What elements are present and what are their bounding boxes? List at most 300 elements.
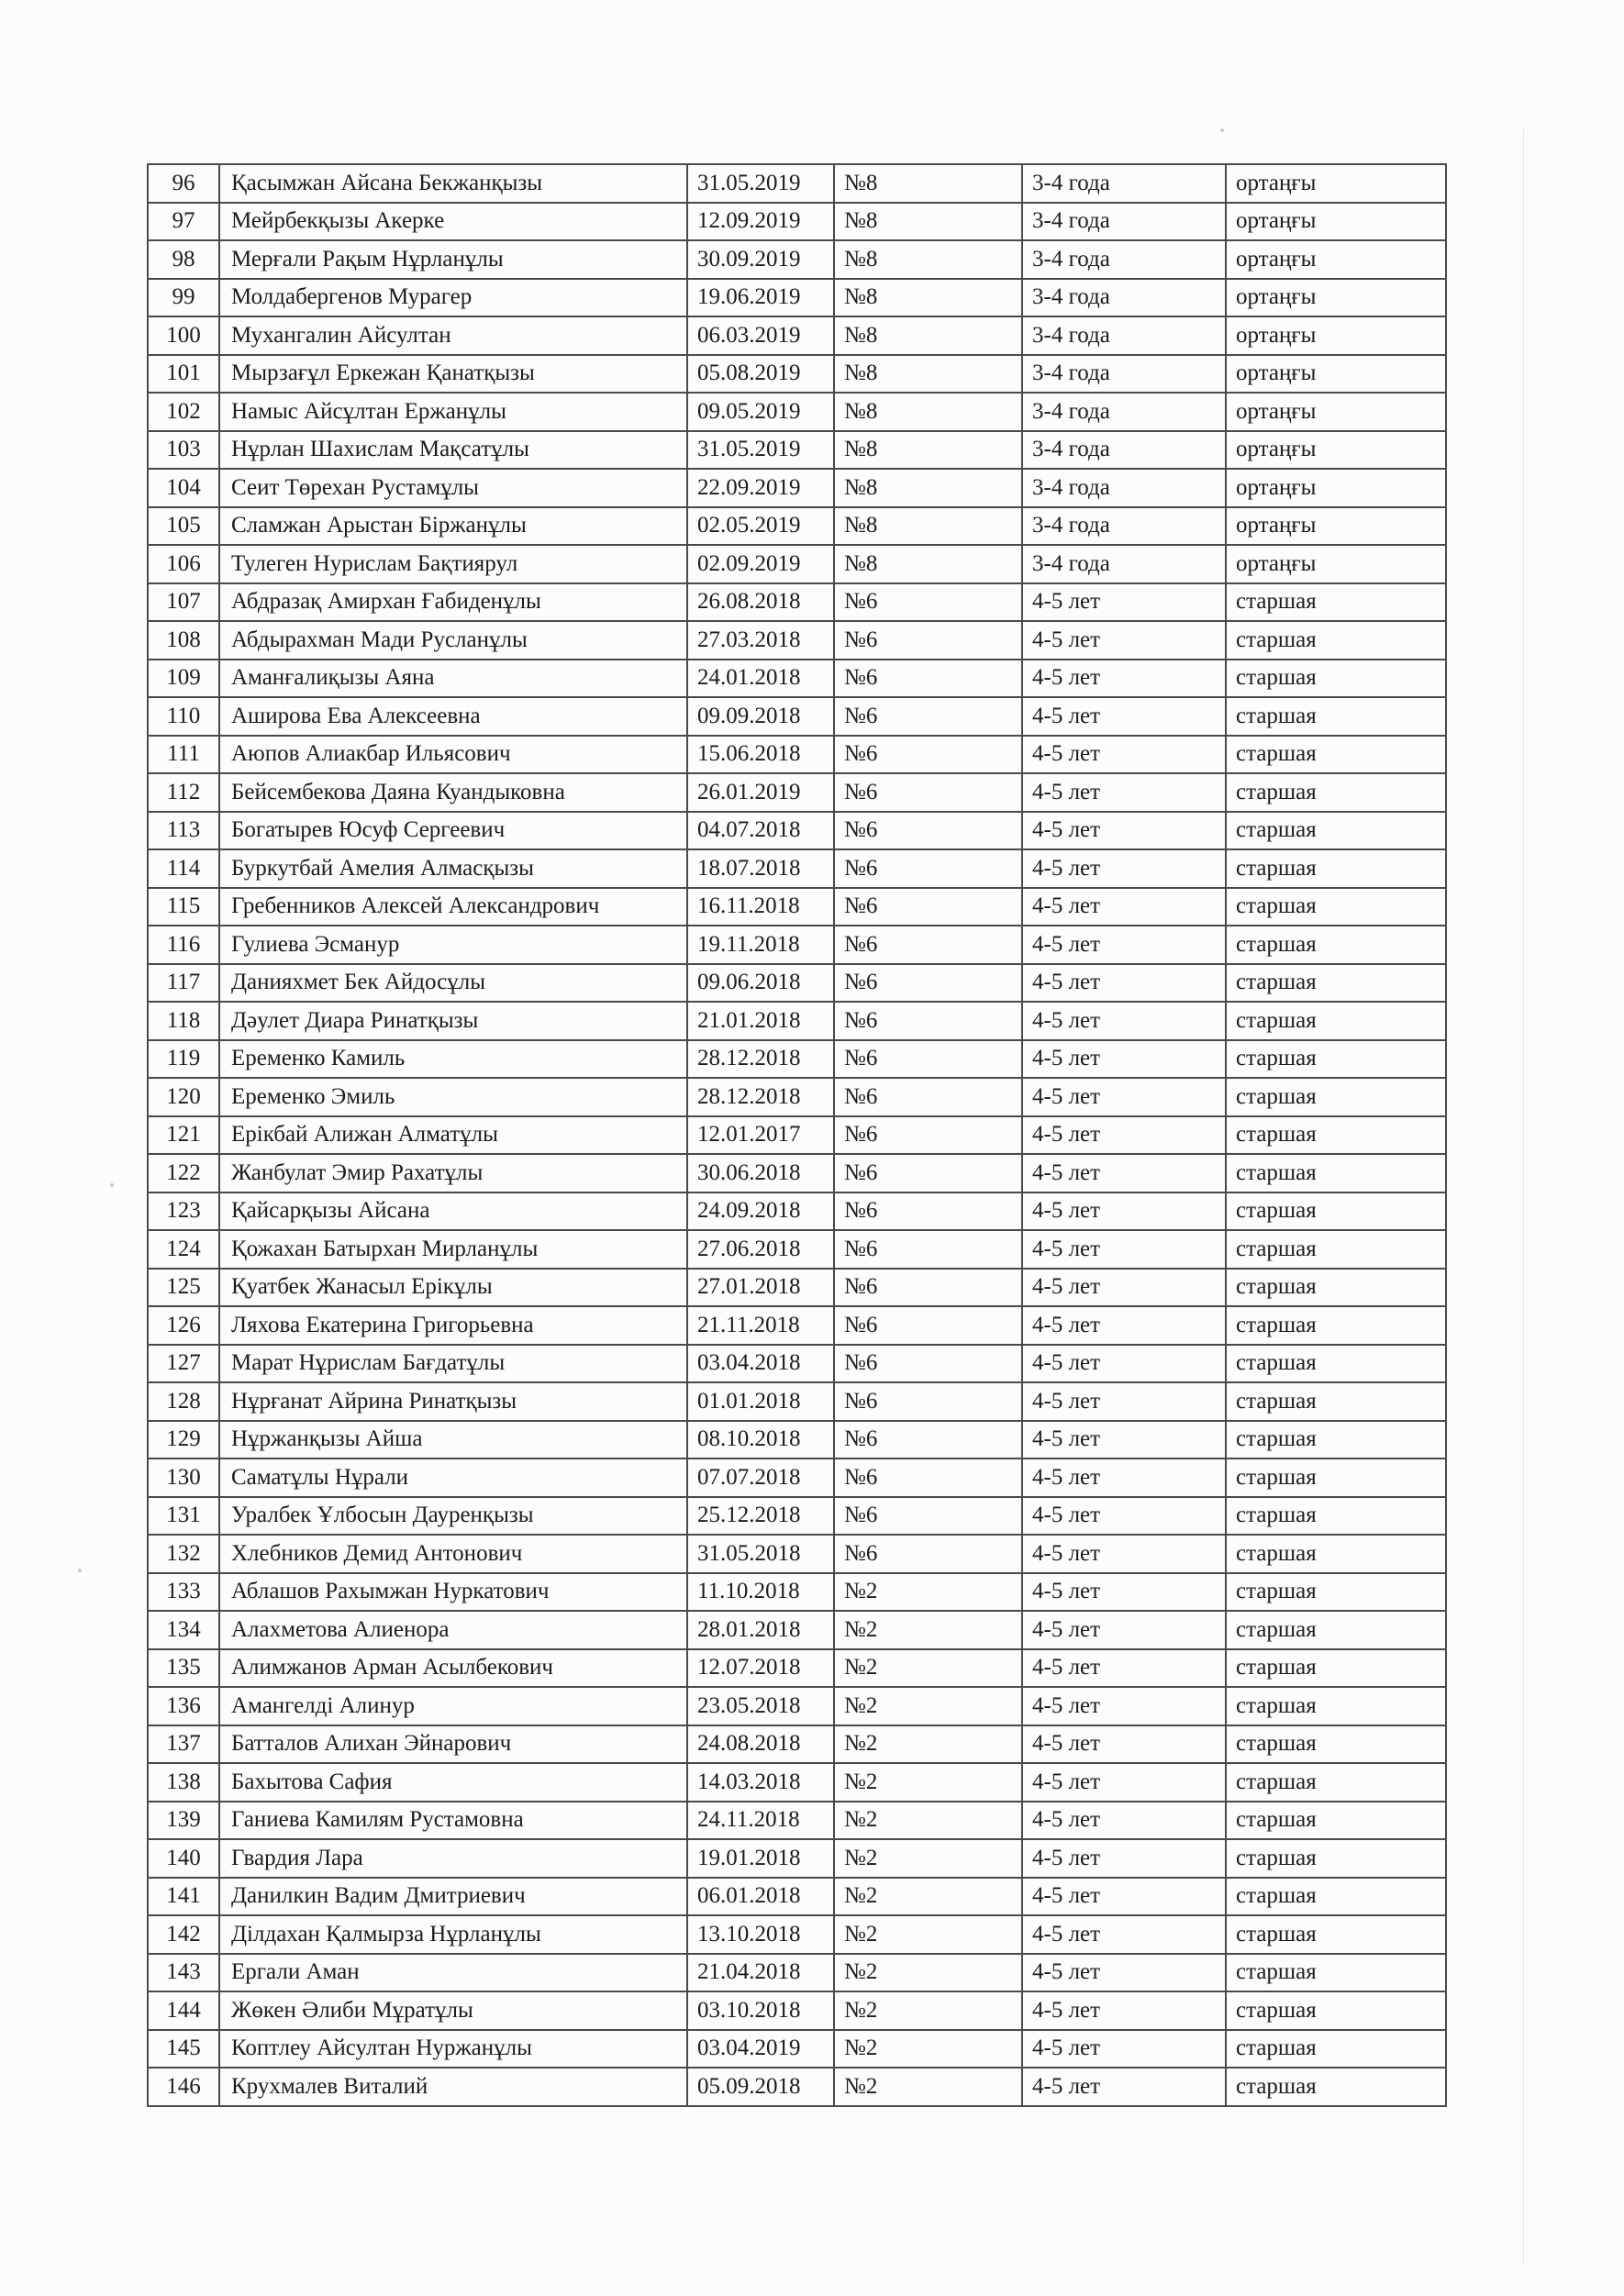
birth-date: 16.11.2018	[687, 888, 834, 926]
birth-date: 19.01.2018	[687, 1839, 834, 1878]
group-number: №2	[834, 1611, 1022, 1649]
age-range: 4-5 лет	[1022, 1192, 1226, 1231]
group-level: старшая	[1226, 1421, 1446, 1459]
birth-date: 24.09.2018	[687, 1192, 834, 1231]
group-level: старшая	[1226, 736, 1446, 774]
age-range: 4-5 лет	[1022, 1839, 1226, 1878]
child-name: Абдырахман Мади Русланұлы	[219, 621, 687, 660]
child-name: Ергали Аман	[219, 1954, 687, 1992]
table-row	[148, 1192, 1446, 1231]
group-number: №8	[834, 393, 1022, 431]
child-name: Намыс Айсұлтан Ержанұлы	[219, 393, 687, 431]
row-number: 112	[148, 773, 219, 812]
birth-date: 27.03.2018	[687, 621, 834, 660]
group-level: старшая	[1226, 1002, 1446, 1040]
row-number: 100	[148, 316, 219, 355]
group-level: старшая	[1226, 621, 1446, 660]
group-level: ортаңғы	[1226, 355, 1446, 394]
table-row	[148, 926, 1446, 964]
group-number: №2	[834, 1878, 1022, 1916]
group-level: старшая	[1226, 1954, 1446, 1992]
table-row	[148, 1763, 1446, 1802]
group-number: №6	[834, 621, 1022, 660]
row-number: 142	[148, 1915, 219, 1954]
birth-date: 03.04.2018	[687, 1345, 834, 1383]
child-name: Мухангалин Айсултан	[219, 316, 687, 355]
group-level: старшая	[1226, 583, 1446, 622]
table-row	[148, 773, 1446, 812]
child-name: Қайсарқызы Айсана	[219, 1192, 687, 1231]
table-row	[148, 279, 1446, 317]
table-row	[148, 1497, 1446, 1536]
group-level: старшая	[1226, 1763, 1446, 1802]
table-row	[148, 164, 1446, 203]
group-level: старшая	[1226, 964, 1446, 1003]
age-range: 4-5 лет	[1022, 1078, 1226, 1116]
row-number: 123	[148, 1192, 219, 1231]
table-row	[148, 545, 1446, 583]
age-range: 4-5 лет	[1022, 926, 1226, 964]
table-row	[148, 431, 1446, 470]
birth-date: 03.04.2019	[687, 2030, 834, 2069]
child-name: Алимжанов Арман Асылбекович	[219, 1649, 687, 1688]
row-number: 116	[148, 926, 219, 964]
group-level: старшая	[1226, 1345, 1446, 1383]
age-range: 4-5 лет	[1022, 1040, 1226, 1079]
row-number: 96	[148, 164, 219, 203]
child-name: Еременко Эмиль	[219, 1078, 687, 1116]
table-row	[148, 1535, 1446, 1573]
birth-date: 07.07.2018	[687, 1459, 834, 1497]
table-row	[148, 1991, 1446, 2030]
group-number: №2	[834, 1725, 1022, 1764]
group-number: №2	[834, 2030, 1022, 2069]
group-level: старшая	[1226, 1649, 1446, 1688]
birth-date: 31.05.2019	[687, 164, 834, 203]
child-name: Саматұлы Нұрали	[219, 1459, 687, 1497]
child-name: Батталов Алихан Эйнарович	[219, 1725, 687, 1764]
group-number: №8	[834, 203, 1022, 241]
age-range: 4-5 лет	[1022, 1573, 1226, 1612]
row-number: 107	[148, 583, 219, 622]
group-number: №2	[834, 1954, 1022, 1992]
row-number: 121	[148, 1116, 219, 1155]
group-number: №6	[834, 1345, 1022, 1383]
age-range: 4-5 лет	[1022, 1345, 1226, 1383]
group-level: старшая	[1226, 926, 1446, 964]
age-range: 4-5 лет	[1022, 964, 1226, 1003]
row-number: 132	[148, 1535, 219, 1573]
group-level: ортаңғы	[1226, 316, 1446, 355]
row-number: 103	[148, 431, 219, 470]
scan-speck	[1220, 128, 1224, 132]
group-number: №2	[834, 1915, 1022, 1954]
scan-speck	[110, 1183, 114, 1187]
table-row	[148, 1725, 1446, 1764]
group-number: №6	[834, 926, 1022, 964]
group-number: №8	[834, 469, 1022, 507]
child-name: Аюпов Алиакбар Ильясович	[219, 736, 687, 774]
birth-date: 03.10.2018	[687, 1991, 834, 2030]
child-name: Коптлеу Айсултан Нуржанұлы	[219, 2030, 687, 2069]
birth-date: 12.07.2018	[687, 1649, 834, 1688]
age-range: 4-5 лет	[1022, 1306, 1226, 1345]
group-level: старшая	[1226, 697, 1446, 736]
group-number: №6	[834, 1002, 1022, 1040]
group-number: №6	[834, 1497, 1022, 1536]
child-name: Крухмалев Виталий	[219, 2068, 687, 2106]
age-range: 3-4 года	[1022, 203, 1226, 241]
birth-date: 26.08.2018	[687, 583, 834, 622]
row-number: 119	[148, 1040, 219, 1079]
age-range: 4-5 лет	[1022, 773, 1226, 812]
age-range: 4-5 лет	[1022, 1763, 1226, 1802]
group-level: старшая	[1226, 812, 1446, 850]
child-name: Сеит Төрехан Рустамұлы	[219, 469, 687, 507]
group-number: №6	[834, 964, 1022, 1003]
age-range: 3-4 года	[1022, 279, 1226, 317]
group-level: старшая	[1226, 1915, 1446, 1954]
birth-date: 28.12.2018	[687, 1040, 834, 1079]
group-number: №8	[834, 507, 1022, 546]
child-name: Мейрбекқызы Акерке	[219, 203, 687, 241]
group-level: ортаңғы	[1226, 164, 1446, 203]
child-name: Богатырев Юсуф Сергеевич	[219, 812, 687, 850]
group-level: старшая	[1226, 1459, 1446, 1497]
child-name: Уралбек Ұлбосын Дауренқызы	[219, 1497, 687, 1536]
group-number: №6	[834, 773, 1022, 812]
child-name: Хлебников Демид Антонович	[219, 1535, 687, 1573]
table-row	[148, 1078, 1446, 1116]
child-name: Буркутбай Амелия Алмасқызы	[219, 849, 687, 888]
group-number: №2	[834, 1649, 1022, 1688]
group-number: №6	[834, 697, 1022, 736]
row-number: 108	[148, 621, 219, 660]
birth-date: 28.12.2018	[687, 1078, 834, 1116]
age-range: 4-5 лет	[1022, 1611, 1226, 1649]
birth-date: 21.01.2018	[687, 1002, 834, 1040]
row-number: 110	[148, 697, 219, 736]
table-row	[148, 621, 1446, 660]
age-range: 3-4 года	[1022, 431, 1226, 470]
child-name: Бахытова Сафия	[219, 1763, 687, 1802]
row-number: 111	[148, 736, 219, 774]
row-number: 99	[148, 279, 219, 317]
birth-date: 04.07.2018	[687, 812, 834, 850]
group-level: старшая	[1226, 1192, 1446, 1231]
group-level: старшая	[1226, 1839, 1446, 1878]
child-name: Алахметова Алиенора	[219, 1611, 687, 1649]
child-name: Гвардия Лара	[219, 1839, 687, 1878]
table-row	[148, 469, 1446, 507]
row-number: 143	[148, 1954, 219, 1992]
row-number: 124	[148, 1230, 219, 1269]
group-number: №6	[834, 1306, 1022, 1345]
table-row	[148, 1878, 1446, 1916]
group-level: старшая	[1226, 1382, 1446, 1421]
child-name: Аблашов Рахымжан Нуркатович	[219, 1573, 687, 1612]
row-number: 98	[148, 240, 219, 279]
children-list-table	[147, 163, 1447, 2107]
child-name: Ганиева Камилям Рустамовна	[219, 1802, 687, 1840]
group-level: ортаңғы	[1226, 507, 1446, 546]
table-row	[148, 1345, 1446, 1383]
row-number: 97	[148, 203, 219, 241]
birth-date: 09.06.2018	[687, 964, 834, 1003]
group-level: старшая	[1226, 1497, 1446, 1536]
row-number: 137	[148, 1725, 219, 1764]
group-level: старшая	[1226, 1802, 1446, 1840]
age-range: 3-4 года	[1022, 355, 1226, 394]
row-number: 146	[148, 2068, 219, 2106]
group-level: старшая	[1226, 1687, 1446, 1725]
birth-date: 02.05.2019	[687, 507, 834, 546]
birth-date: 22.09.2019	[687, 469, 834, 507]
birth-date: 09.09.2018	[687, 697, 834, 736]
age-range: 4-5 лет	[1022, 849, 1226, 888]
table-row	[148, 1611, 1446, 1649]
row-number: 129	[148, 1421, 219, 1459]
age-range: 4-5 лет	[1022, 2030, 1226, 2069]
child-name: Жөкен Әлиби Мұратұлы	[219, 1991, 687, 2030]
group-level: старшая	[1226, 888, 1446, 926]
age-range: 3-4 года	[1022, 545, 1226, 583]
group-number: №6	[834, 1535, 1022, 1573]
row-number: 145	[148, 2030, 219, 2069]
page-edge-shadow	[1523, 128, 1524, 2266]
child-name: Ляхова Екатерина Григорьевна	[219, 1306, 687, 1345]
row-number: 135	[148, 1649, 219, 1688]
child-name: Еременко Камиль	[219, 1040, 687, 1079]
age-range: 4-5 лет	[1022, 583, 1226, 622]
birth-date: 15.06.2018	[687, 736, 834, 774]
group-number: №6	[834, 660, 1022, 698]
child-name: Қожахан Батырхан Мирланұлы	[219, 1230, 687, 1269]
table-row	[148, 1802, 1446, 1840]
birth-date: 24.01.2018	[687, 660, 834, 698]
group-level: ортаңғы	[1226, 545, 1446, 583]
child-name: Қасымжан Айсана Бекжанқызы	[219, 164, 687, 203]
age-range: 4-5 лет	[1022, 1725, 1226, 1764]
table-row	[148, 1687, 1446, 1725]
table-row	[148, 1002, 1446, 1040]
table-row	[148, 355, 1446, 394]
table-row	[148, 888, 1446, 926]
table-row	[148, 660, 1446, 698]
group-level: ортаңғы	[1226, 431, 1446, 470]
group-number: №8	[834, 355, 1022, 394]
group-number: №2	[834, 1763, 1022, 1802]
age-range: 3-4 года	[1022, 316, 1226, 355]
age-range: 3-4 года	[1022, 393, 1226, 431]
group-level: старшая	[1226, 1230, 1446, 1269]
row-number: 104	[148, 469, 219, 507]
row-number: 133	[148, 1573, 219, 1612]
group-number: №8	[834, 316, 1022, 355]
group-number: №6	[834, 1116, 1022, 1155]
birth-date: 13.10.2018	[687, 1915, 834, 1954]
birth-date: 05.09.2018	[687, 2068, 834, 2106]
row-number: 126	[148, 1306, 219, 1345]
child-name: Ерікбай Алижан Алматұлы	[219, 1116, 687, 1155]
table-row	[148, 240, 1446, 279]
row-number: 134	[148, 1611, 219, 1649]
age-range: 4-5 лет	[1022, 1687, 1226, 1725]
birth-date: 02.09.2019	[687, 545, 834, 583]
group-level: старшая	[1226, 2068, 1446, 2106]
birth-date: 08.10.2018	[687, 1421, 834, 1459]
age-range: 4-5 лет	[1022, 812, 1226, 850]
group-number: №6	[834, 1154, 1022, 1192]
age-range: 4-5 лет	[1022, 1421, 1226, 1459]
group-level: ортаңғы	[1226, 203, 1446, 241]
row-number: 131	[148, 1497, 219, 1536]
table-row	[148, 1839, 1446, 1878]
group-level: старшая	[1226, 1078, 1446, 1116]
child-name: Амангелді Алинур	[219, 1687, 687, 1725]
age-range: 4-5 лет	[1022, 1116, 1226, 1155]
row-number: 139	[148, 1802, 219, 1840]
birth-date: 01.01.2018	[687, 1382, 834, 1421]
birth-date: 30.09.2019	[687, 240, 834, 279]
row-number: 106	[148, 545, 219, 583]
birth-date: 28.01.2018	[687, 1611, 834, 1649]
row-number: 113	[148, 812, 219, 850]
age-range: 4-5 лет	[1022, 1269, 1226, 1307]
scan-speck	[78, 1569, 82, 1572]
group-number: №6	[834, 1078, 1022, 1116]
group-number: №2	[834, 1839, 1022, 1878]
birth-date: 27.06.2018	[687, 1230, 834, 1269]
table-row	[148, 316, 1446, 355]
group-level: старшая	[1226, 773, 1446, 812]
birth-date: 19.11.2018	[687, 926, 834, 964]
row-number: 102	[148, 393, 219, 431]
age-range: 4-5 лет	[1022, 697, 1226, 736]
child-name: Мерғали Рақым Нұрланұлы	[219, 240, 687, 279]
age-range: 4-5 лет	[1022, 1459, 1226, 1497]
age-range: 4-5 лет	[1022, 1802, 1226, 1840]
group-level: старшая	[1226, 1535, 1446, 1573]
table-row	[148, 1269, 1446, 1307]
child-name: Аширова Ева Алексеевна	[219, 697, 687, 736]
group-number: №6	[834, 1459, 1022, 1497]
group-level: ортаңғы	[1226, 393, 1446, 431]
row-number: 117	[148, 964, 219, 1003]
row-number: 125	[148, 1269, 219, 1307]
birth-date: 31.05.2019	[687, 431, 834, 470]
age-range: 4-5 лет	[1022, 1535, 1226, 1573]
age-range: 4-5 лет	[1022, 1954, 1226, 1992]
group-number: №6	[834, 888, 1022, 926]
birth-date: 12.09.2019	[687, 203, 834, 241]
child-name: Данияхмет Бек Айдосұлы	[219, 964, 687, 1003]
birth-date: 09.05.2019	[687, 393, 834, 431]
group-number: №6	[834, 1230, 1022, 1269]
child-name: Сламжан Арыстан Біржанұлы	[219, 507, 687, 546]
birth-date: 24.11.2018	[687, 1802, 834, 1840]
table-row	[148, 964, 1446, 1003]
group-number: №6	[834, 736, 1022, 774]
birth-date: 26.01.2019	[687, 773, 834, 812]
row-number: 115	[148, 888, 219, 926]
table-row	[148, 1306, 1446, 1345]
age-range: 3-4 года	[1022, 507, 1226, 546]
birth-date: 18.07.2018	[687, 849, 834, 888]
child-name: Нұрлан Шахислам Мақсатұлы	[219, 431, 687, 470]
row-number: 128	[148, 1382, 219, 1421]
child-name: Тулеген Нурислам Бақтиярул	[219, 545, 687, 583]
row-number: 114	[148, 849, 219, 888]
age-range: 4-5 лет	[1022, 1991, 1226, 2030]
age-range: 4-5 лет	[1022, 1497, 1226, 1536]
group-number: №6	[834, 1040, 1022, 1079]
table-row	[148, 2030, 1446, 2069]
group-number: №6	[834, 1421, 1022, 1459]
age-range: 3-4 года	[1022, 240, 1226, 279]
group-level: старшая	[1226, 1611, 1446, 1649]
table-row	[148, 1421, 1446, 1459]
group-level: ортаңғы	[1226, 240, 1446, 279]
age-range: 4-5 лет	[1022, 1878, 1226, 1916]
birth-date: 19.06.2019	[687, 279, 834, 317]
birth-date: 11.10.2018	[687, 1573, 834, 1612]
group-level: старшая	[1226, 849, 1446, 888]
child-name: Дәулет Диара Ринатқызы	[219, 1002, 687, 1040]
age-range: 4-5 лет	[1022, 888, 1226, 926]
birth-date: 21.04.2018	[687, 1954, 834, 1992]
row-number: 140	[148, 1839, 219, 1878]
child-name: Молдабергенов Мурагер	[219, 279, 687, 317]
child-name: Аманғалиқызы Аяна	[219, 660, 687, 698]
group-number: №2	[834, 1991, 1022, 2030]
age-range: 4-5 лет	[1022, 1002, 1226, 1040]
row-number: 105	[148, 507, 219, 546]
table-row	[148, 1915, 1446, 1954]
birth-date: 05.08.2019	[687, 355, 834, 394]
birth-date: 06.03.2019	[687, 316, 834, 355]
birth-date: 12.01.2017	[687, 1116, 834, 1155]
group-level: старшая	[1226, 660, 1446, 698]
group-level: старшая	[1226, 1040, 1446, 1079]
child-name: Нұрғанат Айрина Ринатқызы	[219, 1382, 687, 1421]
child-name: Данилкин Вадим Дмитриевич	[219, 1878, 687, 1916]
row-number: 136	[148, 1687, 219, 1725]
row-number: 138	[148, 1763, 219, 1802]
group-number: №6	[834, 583, 1022, 622]
group-level: старшая	[1226, 1991, 1446, 2030]
row-number: 118	[148, 1002, 219, 1040]
table-row	[148, 849, 1446, 888]
age-range: 4-5 лет	[1022, 1154, 1226, 1192]
group-number: №6	[834, 812, 1022, 850]
group-level: старшая	[1226, 1878, 1446, 1916]
table-row	[148, 812, 1446, 850]
birth-date: 14.03.2018	[687, 1763, 834, 1802]
group-number: №2	[834, 1573, 1022, 1612]
group-number: №2	[834, 2068, 1022, 2106]
group-level: ортаңғы	[1226, 469, 1446, 507]
child-name: Гулиева Эсманур	[219, 926, 687, 964]
birth-date: 30.06.2018	[687, 1154, 834, 1192]
age-range: 4-5 лет	[1022, 1382, 1226, 1421]
group-level: старшая	[1226, 1269, 1446, 1307]
age-range: 4-5 лет	[1022, 736, 1226, 774]
group-number: №8	[834, 279, 1022, 317]
table-row	[148, 1459, 1446, 1497]
table-row	[148, 203, 1446, 241]
group-number: №2	[834, 1687, 1022, 1725]
